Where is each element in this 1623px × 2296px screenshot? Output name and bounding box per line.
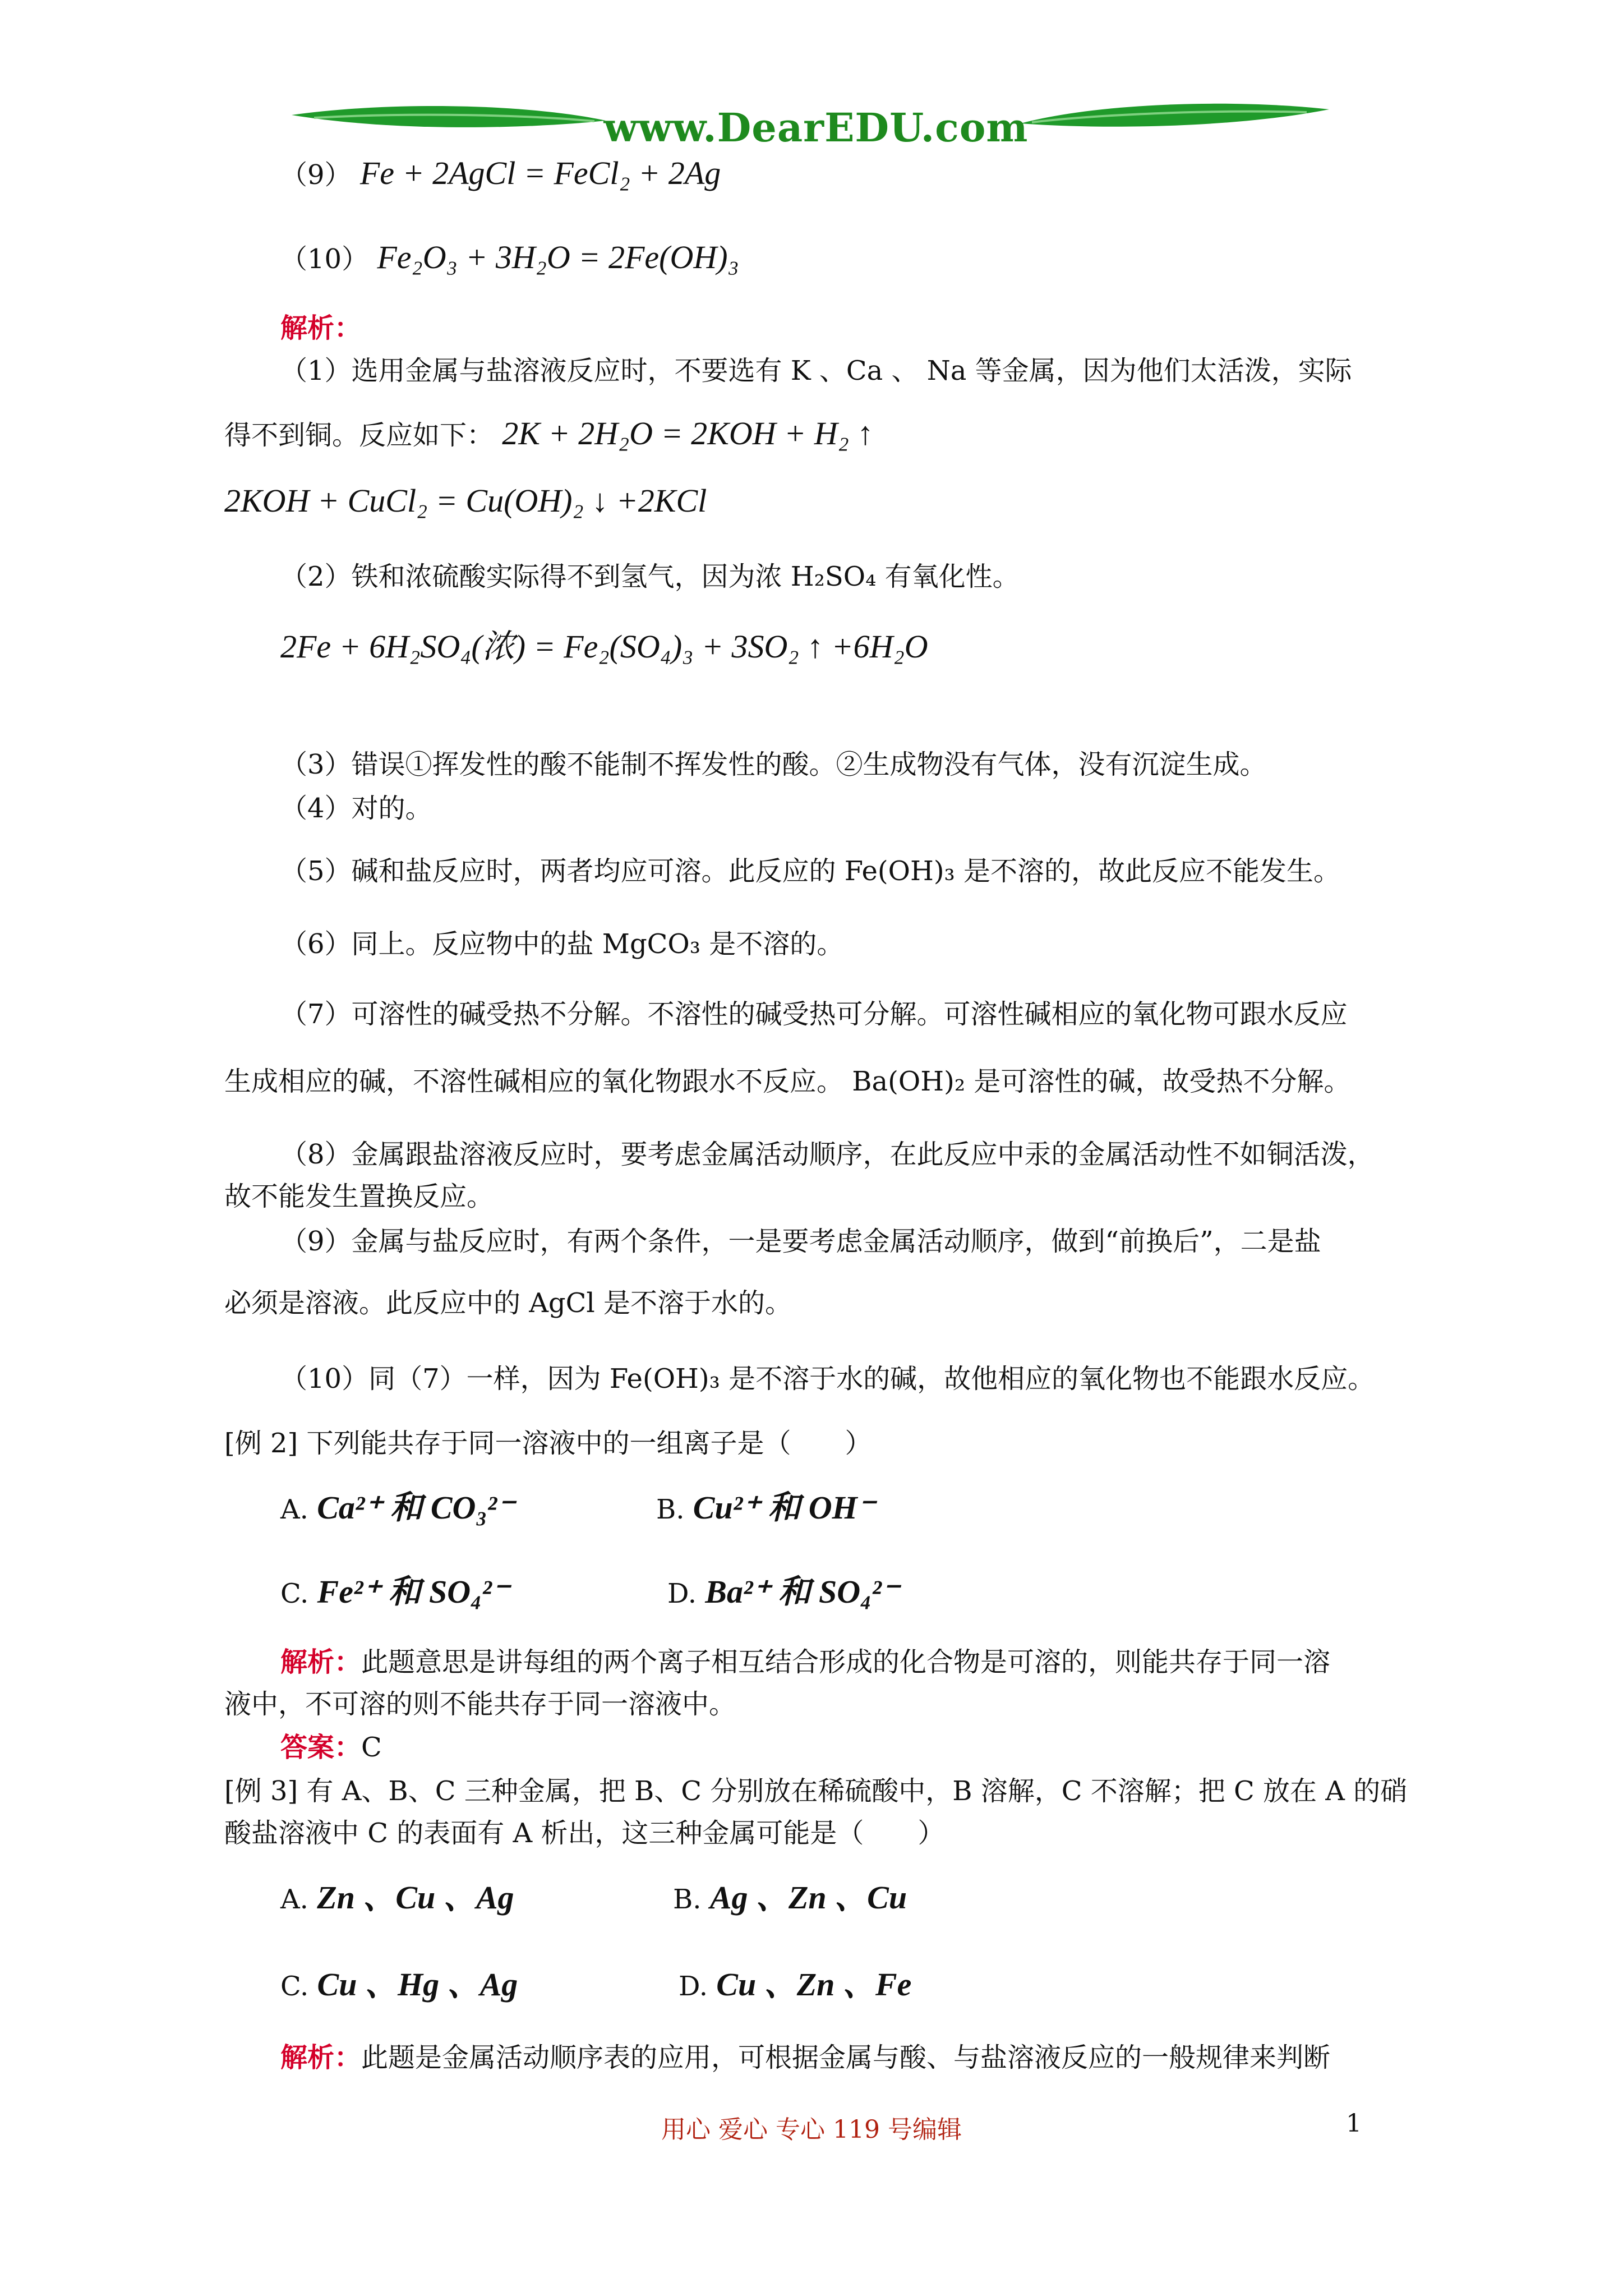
example-2-explanation xyxy=(224,1644,1469,1681)
option-label: C. xyxy=(280,1578,309,1609)
option-text: Zn 、Cu 、Ag xyxy=(317,1879,514,1916)
option-label: A. xyxy=(280,1884,308,1915)
example-3-option-a xyxy=(280,1879,514,1918)
example-2-option-c xyxy=(280,1573,509,1612)
example-2-option-d xyxy=(667,1573,898,1612)
explanation-label: 解析： xyxy=(280,312,362,344)
option-label: D. xyxy=(679,1971,708,2002)
paragraph-2-formula xyxy=(224,628,1469,667)
paragraph-8b: 故不能发生置换反应。 xyxy=(224,1181,494,1212)
answer-value: C xyxy=(361,1732,382,1763)
example-2-option-b xyxy=(656,1489,874,1528)
paragraph-9a: （9）金属与盐反应时，有两个条件，一是要考虑金属活动顺序，做到“前换后”，二是盐 xyxy=(280,1226,1321,1257)
paragraph-1c xyxy=(224,482,1413,521)
example-2-answer xyxy=(224,1729,1469,1766)
paragraph-5: （5）碱和盐反应时，两者均应可溶。此反应的 Fe(OH)₃ 是不溶的，故此反应不能发生。 xyxy=(280,855,1341,887)
equation-9 xyxy=(224,155,1469,194)
paragraph-4: （4）对的。 xyxy=(280,793,432,824)
paragraph-1b xyxy=(224,415,1413,454)
example-3-question-cont: 酸盐溶液中 C 的表面有 A 析出，这三种金属可能是（ ） xyxy=(224,1818,945,1849)
option-label: B. xyxy=(656,1494,685,1525)
example-3-option-c xyxy=(280,1966,518,2005)
example-3-option-d xyxy=(679,1966,911,2005)
option-text: Ag 、Zn 、Cu xyxy=(709,1879,907,1916)
paragraph-7b: 生成相应的碱，不溶性碱相应的氧化物跟水不反应。 Ba(OH)₂ 是可溶性的碱，故受热不分解。 xyxy=(224,1066,1351,1097)
example-2-question: [例 2] 下列能共存于同一溶液中的一组离子是（ ） xyxy=(224,1428,872,1459)
example-3-option-b xyxy=(673,1879,907,1918)
example-2-option-a xyxy=(280,1489,514,1528)
option-label: C. xyxy=(280,1971,309,2002)
equation-number: （10） xyxy=(280,243,369,275)
equation-formula: Fe₂O₃ + 3H₂O = 2Fe(OH)₃ xyxy=(377,239,739,275)
option-label: B. xyxy=(673,1884,702,1915)
option-text: Ba²⁺ 和 SO₄²⁻ xyxy=(705,1573,899,1610)
explanation-text: 此题意思是讲每组的两个离子相互结合形成的化合物是可溶的，则能共存于同一溶 xyxy=(361,1646,1331,1678)
option-text: Cu 、Hg 、Ag xyxy=(317,1966,518,2003)
paragraph-3: （3）错误①挥发性的酸不能制不挥发性的酸。②生成物没有气体，没有沉淀生成。 xyxy=(280,749,1267,780)
example-3-question: [例 3] 有 A、B、C 三种金属，把 B、C 分别放在稀硫酸中，B 溶解，C 不溶解；把 C 放在 A 的硝 xyxy=(224,1775,1408,1807)
equation-10 xyxy=(224,239,1469,278)
explanation-label: 解析： xyxy=(280,2042,362,2073)
paragraph-7a: （7）可溶性的碱受热不分解。不溶性的碱受热可分解。可溶性碱相应的氧化物可跟水反应 xyxy=(280,999,1348,1030)
paragraph-1a: （1）选用金属与盐溶液反应时，不要选有 K 、Ca 、 Na 等金属，因为他们太活泼，实际 xyxy=(280,355,1352,386)
option-text: Cu²⁺ 和 OH⁻ xyxy=(693,1489,875,1526)
explanation-label: 解析： xyxy=(280,1646,362,1678)
paragraph-2: （2）铁和浓硫酸实际得不到氢气，因为浓 H₂SO₄ 有氧化性。 xyxy=(280,561,1020,592)
paragraph-text: 得不到铜。反应如下： xyxy=(224,420,494,451)
reaction-formula: 2Fe + 6H₂SO₄(浓) = Fe₂(SO₄)₃ + 3SO₂ ↑ +6H₂O xyxy=(280,628,928,665)
site-logo-text: www.DearEDU.com xyxy=(603,104,1029,151)
option-text: Fe²⁺ 和 SO₄²⁻ xyxy=(317,1573,509,1610)
example-2-explanation-cont: 液中，不可溶的则不能共存于同一溶液中。 xyxy=(224,1688,736,1720)
page-number: 1 xyxy=(1346,2109,1362,2138)
option-label: D. xyxy=(667,1578,697,1609)
paragraph-6: （6）同上。反应物中的盐 MgCO₃ 是不溶的。 xyxy=(280,928,844,960)
explanation-text: 此题是金属活动顺序表的应用，可根据金属与酸、与盐溶液反应的一般规律来判断 xyxy=(361,2042,1331,2073)
example-3-explanation xyxy=(224,2039,1469,2076)
paragraph-9b: 必须是溶液。此反应中的 AgCl 是不溶于水的。 xyxy=(224,1287,792,1319)
equation-formula: Fe + 2AgCl = FeCl₂ + 2Ag xyxy=(359,155,721,191)
option-label: A. xyxy=(280,1494,308,1525)
option-text: Cu 、Zn 、Fe xyxy=(716,1966,912,2003)
answer-label: 答案： xyxy=(280,1732,362,1763)
paragraph-10: （10）同（7）一样，因为 Fe(OH)₃ 是不溶于水的碱，故他相应的氧化物也不能跟水反应。 xyxy=(280,1363,1375,1395)
page-footer: 用心 爱心 专心 119 号编辑 xyxy=(661,2115,962,2144)
option-text: Ca²⁺ 和 CO₃²⁻ xyxy=(317,1489,514,1526)
paragraph-8a: （8）金属跟盐溶液反应时，要考虑金属活动顺序，在此反应中汞的金属活动性不如铜活泼， xyxy=(280,1139,1375,1170)
equation-number: （9） xyxy=(280,159,352,191)
reaction-formula: 2K + 2H₂O = 2KOH + H₂ ↑ xyxy=(502,415,874,452)
reaction-formula: 2KOH + CuCl₂ = Cu(OH)₂ ↓ +2KCl xyxy=(224,482,707,519)
